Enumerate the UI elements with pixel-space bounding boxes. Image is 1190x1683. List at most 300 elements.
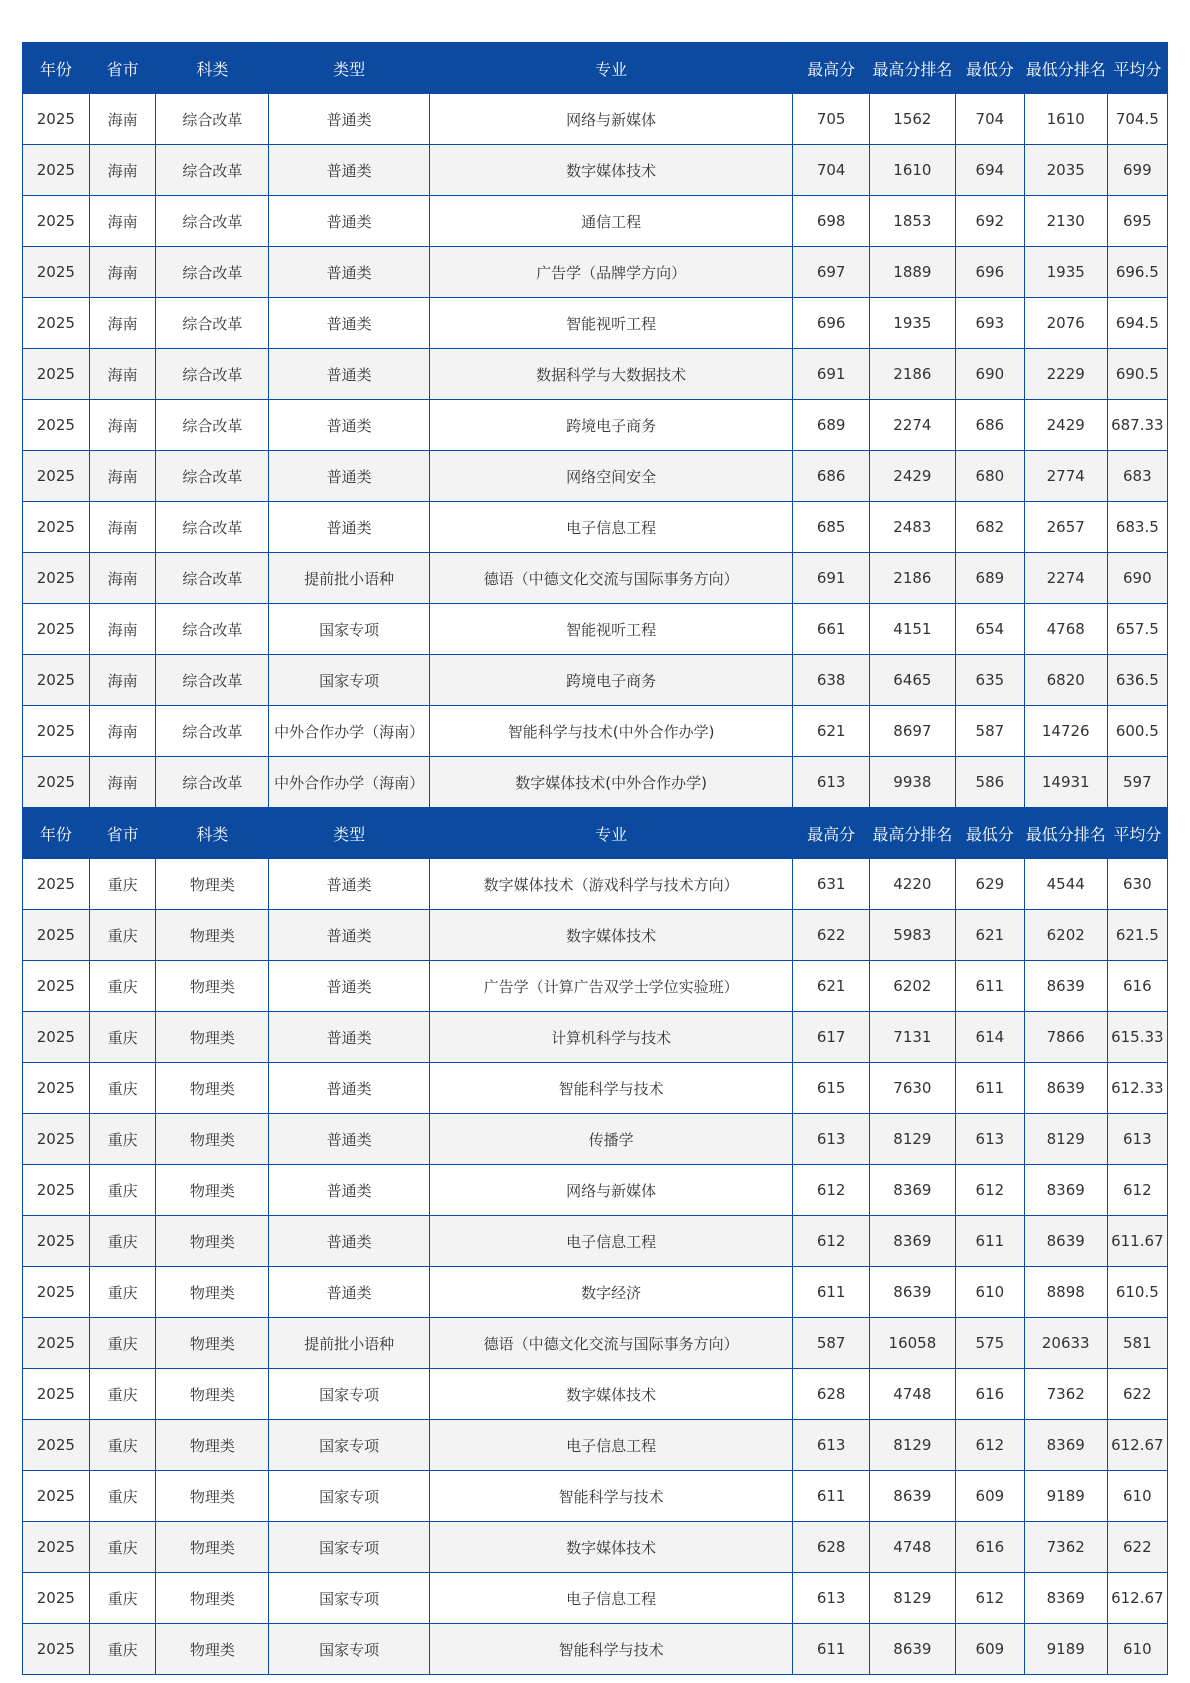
cell-avg-score: 616 [1107, 961, 1167, 1012]
cell-min-score-rank: 20633 [1024, 1318, 1107, 1369]
cell-admission-type: 国家专项 [269, 1369, 429, 1420]
cell-admission-type: 普通类 [269, 451, 429, 502]
cell-province: 重庆 [89, 1165, 156, 1216]
cell-avg-score: 610.5 [1107, 1267, 1167, 1318]
table-row [23, 1216, 1168, 1267]
cell-subject-category: 物理类 [156, 1471, 269, 1522]
cell-province: 海南 [89, 94, 156, 145]
cell-min-score: 612 [955, 1573, 1024, 1624]
cell-province: 海南 [89, 757, 156, 808]
column-header-major: 专业 [429, 808, 793, 859]
table-row [23, 94, 1168, 145]
cell-min-score-rank: 7362 [1024, 1369, 1107, 1420]
cell-max-score: 686 [793, 451, 869, 502]
cell-avg-score: 704.5 [1107, 94, 1167, 145]
cell-province: 重庆 [89, 961, 156, 1012]
column-header-max-score: 最高分 [793, 43, 869, 94]
cell-min-score-rank: 8369 [1024, 1573, 1107, 1624]
cell-subject-category: 物理类 [156, 1624, 269, 1675]
table-row [23, 1267, 1168, 1318]
cell-subject-category: 综合改革 [156, 451, 269, 502]
cell-avg-score: 636.5 [1107, 655, 1167, 706]
table-row [23, 910, 1168, 961]
column-header-province: 省市 [89, 808, 156, 859]
column-header-min-score-rank: 最低分排名 [1024, 808, 1107, 859]
cell-min-score-rank: 2774 [1024, 451, 1107, 502]
cell-max-score: 613 [793, 1420, 869, 1471]
cell-avg-score: 683 [1107, 451, 1167, 502]
cell-major: 智能视听工程 [429, 298, 793, 349]
cell-province: 重庆 [89, 1216, 156, 1267]
cell-max-score: 613 [793, 1573, 869, 1624]
cell-year: 2025 [23, 1216, 90, 1267]
cell-avg-score: 696.5 [1107, 247, 1167, 298]
cell-admission-type: 普通类 [269, 1063, 429, 1114]
cell-subject-category: 物理类 [156, 1522, 269, 1573]
table-row [23, 196, 1168, 247]
cell-min-score-rank: 2229 [1024, 349, 1107, 400]
cell-min-score-rank: 7362 [1024, 1522, 1107, 1573]
cell-province: 重庆 [89, 1318, 156, 1369]
cell-province: 重庆 [89, 859, 156, 910]
cell-max-score: 691 [793, 349, 869, 400]
cell-major: 智能科学与技术 [429, 1471, 793, 1522]
column-header-year: 年份 [23, 43, 90, 94]
cell-max-score-rank: 8369 [869, 1165, 955, 1216]
cell-major: 数据科学与大数据技术 [429, 349, 793, 400]
cell-max-score-rank: 1610 [869, 145, 955, 196]
cell-province: 海南 [89, 553, 156, 604]
cell-max-score-rank: 8639 [869, 1267, 955, 1318]
cell-year: 2025 [23, 1573, 90, 1624]
cell-avg-score: 613 [1107, 1114, 1167, 1165]
table-row [23, 553, 1168, 604]
cell-year: 2025 [23, 1165, 90, 1216]
cell-major: 数字媒体技术（游戏科学与技术方向） [429, 859, 793, 910]
cell-province: 重庆 [89, 910, 156, 961]
cell-major: 数字经济 [429, 1267, 793, 1318]
cell-max-score: 621 [793, 706, 869, 757]
cell-max-score-rank: 4151 [869, 604, 955, 655]
cell-max-score-rank: 4748 [869, 1522, 955, 1573]
cell-max-score: 628 [793, 1369, 869, 1420]
cell-max-score: 612 [793, 1165, 869, 1216]
cell-min-score: 690 [955, 349, 1024, 400]
cell-avg-score: 690.5 [1107, 349, 1167, 400]
cell-major: 电子信息工程 [429, 1216, 793, 1267]
cell-province: 重庆 [89, 1114, 156, 1165]
cell-year: 2025 [23, 655, 90, 706]
cell-max-score-rank: 16058 [869, 1318, 955, 1369]
cell-min-score-rank: 6820 [1024, 655, 1107, 706]
cell-max-score-rank: 6202 [869, 961, 955, 1012]
cell-avg-score: 687.33 [1107, 400, 1167, 451]
table-row [23, 961, 1168, 1012]
cell-min-score-rank: 4768 [1024, 604, 1107, 655]
cell-admission-type: 普通类 [269, 94, 429, 145]
cell-year: 2025 [23, 1369, 90, 1420]
cell-min-score-rank: 8639 [1024, 1063, 1107, 1114]
column-header-max-score: 最高分 [793, 808, 869, 859]
column-header-province: 省市 [89, 43, 156, 94]
table-row [23, 145, 1168, 196]
cell-min-score: 611 [955, 1216, 1024, 1267]
cell-min-score-rank: 2035 [1024, 145, 1107, 196]
cell-province: 海南 [89, 400, 156, 451]
cell-subject-category: 综合改革 [156, 604, 269, 655]
cell-subject-category: 物理类 [156, 1114, 269, 1165]
cell-min-score: 575 [955, 1318, 1024, 1369]
cell-max-score-rank: 8639 [869, 1624, 955, 1675]
cell-province: 海南 [89, 706, 156, 757]
cell-min-score: 693 [955, 298, 1024, 349]
cell-admission-type: 普通类 [269, 961, 429, 1012]
cell-province: 重庆 [89, 1369, 156, 1420]
cell-major: 广告学（计算广告双学士学位实验班） [429, 961, 793, 1012]
cell-year: 2025 [23, 349, 90, 400]
cell-major: 智能科学与技术 [429, 1624, 793, 1675]
cell-major: 网络与新媒体 [429, 94, 793, 145]
cell-min-score-rank: 4544 [1024, 859, 1107, 910]
cell-major: 智能视听工程 [429, 604, 793, 655]
cell-min-score: 586 [955, 757, 1024, 808]
cell-subject-category: 综合改革 [156, 349, 269, 400]
cell-province: 重庆 [89, 1063, 156, 1114]
cell-max-score: 611 [793, 1624, 869, 1675]
cell-admission-type: 普通类 [269, 1216, 429, 1267]
cell-admission-type: 普通类 [269, 1165, 429, 1216]
cell-max-score-rank: 5983 [869, 910, 955, 961]
cell-year: 2025 [23, 1114, 90, 1165]
cell-year: 2025 [23, 145, 90, 196]
cell-min-score-rank: 8369 [1024, 1420, 1107, 1471]
cell-max-score-rank: 2186 [869, 553, 955, 604]
table-row [23, 655, 1168, 706]
cell-max-score: 638 [793, 655, 869, 706]
cell-max-score-rank: 2186 [869, 349, 955, 400]
cell-subject-category: 物理类 [156, 1267, 269, 1318]
cell-major: 网络空间安全 [429, 451, 793, 502]
cell-admission-type: 提前批小语种 [269, 553, 429, 604]
cell-province: 海南 [89, 247, 156, 298]
cell-subject-category: 综合改革 [156, 400, 269, 451]
cell-max-score: 691 [793, 553, 869, 604]
cell-year: 2025 [23, 1624, 90, 1675]
cell-admission-type: 普通类 [269, 247, 429, 298]
cell-min-score-rank: 2657 [1024, 502, 1107, 553]
cell-year: 2025 [23, 1318, 90, 1369]
cell-min-score: 680 [955, 451, 1024, 502]
cell-province: 海南 [89, 298, 156, 349]
cell-subject-category: 物理类 [156, 859, 269, 910]
cell-province: 重庆 [89, 1012, 156, 1063]
cell-min-score-rank: 7866 [1024, 1012, 1107, 1063]
cell-subject-category: 综合改革 [156, 298, 269, 349]
cell-max-score: 704 [793, 145, 869, 196]
cell-year: 2025 [23, 1267, 90, 1318]
cell-admission-type: 普通类 [269, 349, 429, 400]
cell-subject-category: 综合改革 [156, 502, 269, 553]
cell-admission-type: 国家专项 [269, 1573, 429, 1624]
cell-max-score-rank: 1889 [869, 247, 955, 298]
cell-subject-category: 物理类 [156, 1216, 269, 1267]
cell-year: 2025 [23, 451, 90, 502]
cell-subject-category: 物理类 [156, 1573, 269, 1624]
cell-min-score-rank: 14726 [1024, 706, 1107, 757]
cell-min-score: 616 [955, 1522, 1024, 1573]
cell-province: 重庆 [89, 1420, 156, 1471]
cell-admission-type: 普通类 [269, 502, 429, 553]
cell-avg-score: 699 [1107, 145, 1167, 196]
table-header-row [23, 43, 1168, 94]
cell-max-score-rank: 1935 [869, 298, 955, 349]
cell-admission-type: 提前批小语种 [269, 1318, 429, 1369]
cell-avg-score: 615.33 [1107, 1012, 1167, 1063]
cell-max-score: 696 [793, 298, 869, 349]
cell-province: 重庆 [89, 1573, 156, 1624]
cell-major: 智能科学与技术(中外合作办学) [429, 706, 793, 757]
table-row [23, 451, 1168, 502]
cell-admission-type: 国家专项 [269, 1522, 429, 1573]
cell-province: 重庆 [89, 1522, 156, 1573]
table-row [23, 1114, 1168, 1165]
cell-year: 2025 [23, 247, 90, 298]
column-header-subject-category: 科类 [156, 43, 269, 94]
cell-avg-score: 612.67 [1107, 1420, 1167, 1471]
table-row [23, 247, 1168, 298]
cell-max-score-rank: 2483 [869, 502, 955, 553]
cell-year: 2025 [23, 604, 90, 655]
cell-subject-category: 物理类 [156, 1420, 269, 1471]
cell-min-score-rank: 2130 [1024, 196, 1107, 247]
cell-avg-score: 630 [1107, 859, 1167, 910]
cell-major: 网络与新媒体 [429, 1165, 793, 1216]
cell-year: 2025 [23, 1063, 90, 1114]
cell-province: 重庆 [89, 1471, 156, 1522]
cell-year: 2025 [23, 94, 90, 145]
cell-province: 重庆 [89, 1267, 156, 1318]
cell-major: 智能科学与技术 [429, 1063, 793, 1114]
cell-avg-score: 612.33 [1107, 1063, 1167, 1114]
cell-major: 德语（中德文化交流与国际事务方向） [429, 553, 793, 604]
cell-min-score: 616 [955, 1369, 1024, 1420]
column-header-min-score: 最低分 [955, 43, 1024, 94]
cell-min-score: 692 [955, 196, 1024, 247]
cell-min-score-rank: 2076 [1024, 298, 1107, 349]
cell-admission-type: 普通类 [269, 400, 429, 451]
column-header-max-score-rank: 最高分排名 [869, 808, 955, 859]
cell-max-score: 689 [793, 400, 869, 451]
cell-max-score-rank: 2429 [869, 451, 955, 502]
cell-min-score: 629 [955, 859, 1024, 910]
column-header-subject-category: 科类 [156, 808, 269, 859]
cell-max-score: 587 [793, 1318, 869, 1369]
cell-province: 海南 [89, 349, 156, 400]
cell-subject-category: 综合改革 [156, 196, 269, 247]
cell-avg-score: 622 [1107, 1369, 1167, 1420]
cell-min-score-rank: 14931 [1024, 757, 1107, 808]
table-row [23, 1318, 1168, 1369]
cell-max-score-rank: 8369 [869, 1216, 955, 1267]
cell-min-score: 614 [955, 1012, 1024, 1063]
cell-major: 计算机科学与技术 [429, 1012, 793, 1063]
table-header-row [23, 808, 1168, 859]
cell-subject-category: 综合改革 [156, 655, 269, 706]
cell-avg-score: 612 [1107, 1165, 1167, 1216]
cell-min-score-rank: 2274 [1024, 553, 1107, 604]
cell-max-score: 617 [793, 1012, 869, 1063]
cell-subject-category: 综合改革 [156, 145, 269, 196]
column-header-admission-type: 类型 [269, 43, 429, 94]
cell-major: 跨境电子商务 [429, 655, 793, 706]
cell-subject-category: 物理类 [156, 1063, 269, 1114]
cell-province: 海南 [89, 196, 156, 247]
cell-year: 2025 [23, 1420, 90, 1471]
cell-avg-score: 610 [1107, 1471, 1167, 1522]
cell-admission-type: 国家专项 [269, 604, 429, 655]
cell-min-score: 613 [955, 1114, 1024, 1165]
cell-min-score-rank: 9189 [1024, 1624, 1107, 1675]
cell-min-score: 609 [955, 1624, 1024, 1675]
cell-max-score: 621 [793, 961, 869, 1012]
cell-admission-type: 国家专项 [269, 1624, 429, 1675]
cell-admission-type: 普通类 [269, 1012, 429, 1063]
cell-max-score-rank: 7131 [869, 1012, 955, 1063]
cell-max-score: 622 [793, 910, 869, 961]
cell-avg-score: 600.5 [1107, 706, 1167, 757]
cell-year: 2025 [23, 910, 90, 961]
cell-major: 广告学（品牌学方向） [429, 247, 793, 298]
cell-max-score: 685 [793, 502, 869, 553]
cell-max-score-rank: 2274 [869, 400, 955, 451]
cell-min-score: 587 [955, 706, 1024, 757]
cell-province: 海南 [89, 655, 156, 706]
table-row [23, 1624, 1168, 1675]
cell-major: 数字媒体技术 [429, 910, 793, 961]
table-row [23, 1369, 1168, 1420]
cell-year: 2025 [23, 502, 90, 553]
cell-admission-type: 中外合作办学（海南） [269, 706, 429, 757]
cell-max-score-rank: 8129 [869, 1573, 955, 1624]
cell-min-score: 696 [955, 247, 1024, 298]
cell-year: 2025 [23, 1471, 90, 1522]
cell-province: 重庆 [89, 1624, 156, 1675]
cell-max-score-rank: 4748 [869, 1369, 955, 1420]
cell-max-score-rank: 6465 [869, 655, 955, 706]
table-row [23, 349, 1168, 400]
cell-province: 海南 [89, 145, 156, 196]
cell-year: 2025 [23, 400, 90, 451]
cell-admission-type: 普通类 [269, 859, 429, 910]
cell-year: 2025 [23, 757, 90, 808]
cell-subject-category: 综合改革 [156, 757, 269, 808]
cell-max-score: 661 [793, 604, 869, 655]
cell-max-score: 631 [793, 859, 869, 910]
cell-year: 2025 [23, 859, 90, 910]
cell-subject-category: 物理类 [156, 1165, 269, 1216]
cell-year: 2025 [23, 1522, 90, 1573]
cell-max-score: 698 [793, 196, 869, 247]
cell-admission-type: 国家专项 [269, 655, 429, 706]
cell-avg-score: 597 [1107, 757, 1167, 808]
cell-min-score: 694 [955, 145, 1024, 196]
cell-major: 电子信息工程 [429, 502, 793, 553]
cell-min-score-rank: 1935 [1024, 247, 1107, 298]
cell-major: 德语（中德文化交流与国际事务方向） [429, 1318, 793, 1369]
cell-avg-score: 610 [1107, 1624, 1167, 1675]
table-row [23, 1471, 1168, 1522]
cell-max-score-rank: 4220 [869, 859, 955, 910]
cell-year: 2025 [23, 553, 90, 604]
cell-min-score: 610 [955, 1267, 1024, 1318]
cell-min-score-rank: 8898 [1024, 1267, 1107, 1318]
cell-max-score-rank: 7630 [869, 1063, 955, 1114]
cell-avg-score: 581 [1107, 1318, 1167, 1369]
cell-admission-type: 普通类 [269, 910, 429, 961]
cell-year: 2025 [23, 196, 90, 247]
cell-major: 数字媒体技术(中外合作办学) [429, 757, 793, 808]
table-row [23, 298, 1168, 349]
cell-admission-type: 普通类 [269, 298, 429, 349]
cell-major: 通信工程 [429, 196, 793, 247]
cell-subject-category: 物理类 [156, 1012, 269, 1063]
table-row [23, 502, 1168, 553]
column-header-max-score-rank: 最高分排名 [869, 43, 955, 94]
cell-min-score: 621 [955, 910, 1024, 961]
cell-max-score: 613 [793, 757, 869, 808]
cell-avg-score: 694.5 [1107, 298, 1167, 349]
cell-year: 2025 [23, 1012, 90, 1063]
cell-min-score: 612 [955, 1420, 1024, 1471]
admission-score-table [22, 42, 1168, 1675]
cell-max-score: 705 [793, 94, 869, 145]
cell-max-score-rank: 8129 [869, 1114, 955, 1165]
cell-max-score: 613 [793, 1114, 869, 1165]
cell-major: 跨境电子商务 [429, 400, 793, 451]
cell-year: 2025 [23, 298, 90, 349]
cell-subject-category: 物理类 [156, 1318, 269, 1369]
cell-max-score-rank: 8639 [869, 1471, 955, 1522]
cell-min-score-rank: 9189 [1024, 1471, 1107, 1522]
cell-min-score-rank: 6202 [1024, 910, 1107, 961]
cell-min-score: 654 [955, 604, 1024, 655]
cell-subject-category: 综合改革 [156, 247, 269, 298]
cell-subject-category: 物理类 [156, 910, 269, 961]
table-row [23, 1165, 1168, 1216]
table-row [23, 604, 1168, 655]
cell-year: 2025 [23, 706, 90, 757]
cell-admission-type: 普通类 [269, 145, 429, 196]
table-row [23, 1420, 1168, 1471]
table-row [23, 859, 1168, 910]
cell-min-score: 609 [955, 1471, 1024, 1522]
cell-major: 电子信息工程 [429, 1420, 793, 1471]
cell-min-score: 612 [955, 1165, 1024, 1216]
cell-min-score-rank: 8639 [1024, 1216, 1107, 1267]
table-row [23, 1012, 1168, 1063]
cell-avg-score: 621.5 [1107, 910, 1167, 961]
cell-avg-score: 690 [1107, 553, 1167, 604]
cell-subject-category: 物理类 [156, 961, 269, 1012]
cell-min-score: 682 [955, 502, 1024, 553]
cell-min-score: 704 [955, 94, 1024, 145]
cell-avg-score: 622 [1107, 1522, 1167, 1573]
column-header-min-score-rank: 最低分排名 [1024, 43, 1107, 94]
cell-admission-type: 国家专项 [269, 1420, 429, 1471]
cell-min-score: 689 [955, 553, 1024, 604]
cell-avg-score: 683.5 [1107, 502, 1167, 553]
cell-max-score: 611 [793, 1471, 869, 1522]
